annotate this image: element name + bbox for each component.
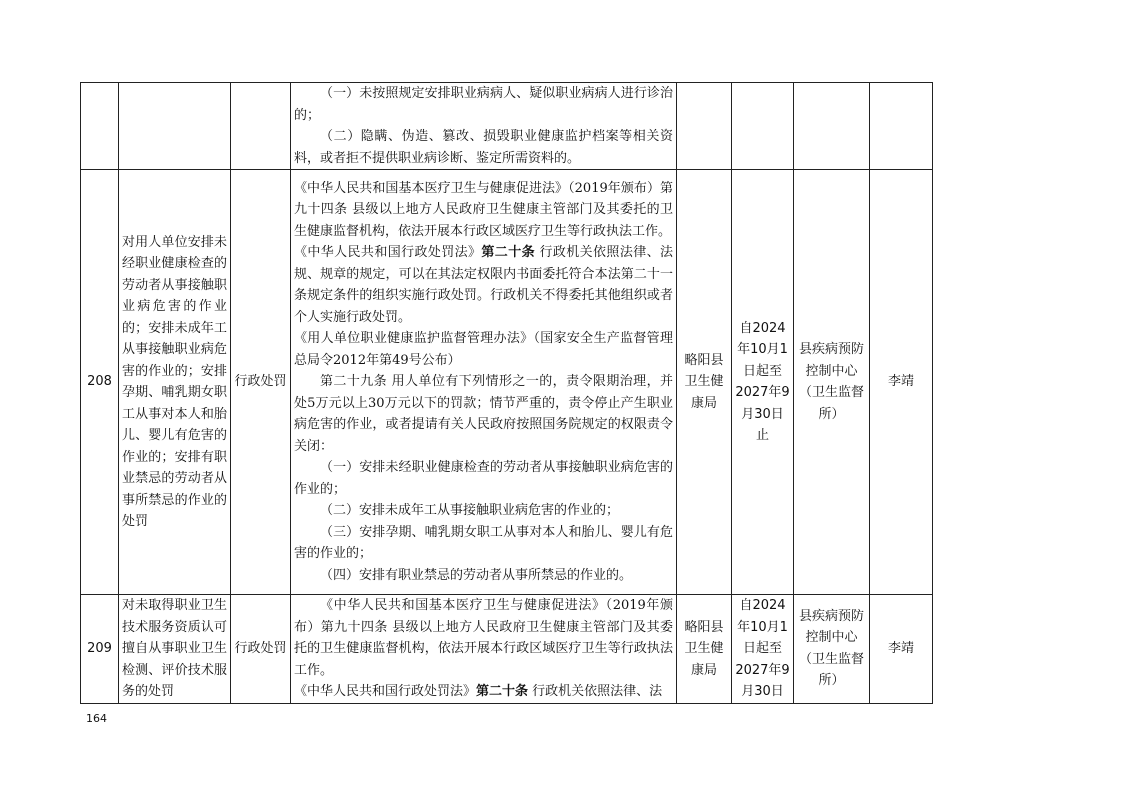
- item-cell: [119, 83, 231, 170]
- date-line: 自2024: [739, 320, 786, 336]
- authority: 略阳县卫生健康局: [677, 595, 732, 704]
- date-line: 日起至: [742, 641, 782, 656]
- date-line: 年10月1: [737, 619, 788, 635]
- item-name: 对未取得职业卫生技术服务资质认可擅自从事职业卫生检测、评价技术服务的处罚: [119, 595, 231, 704]
- person-cell: [870, 83, 933, 170]
- article-text: 行政机关依照法律、法: [528, 684, 663, 699]
- basis-cell: [291, 595, 677, 704]
- date-line: 月30日: [741, 684, 784, 699]
- row-number: 209: [81, 595, 119, 704]
- article-number: 第二十条: [481, 245, 535, 261]
- date-line: 月30日: [741, 406, 784, 422]
- basis-paragraph: 《用人单位职业健康监护监督管理办法》（国家安全生产监督管理总局令2012年第49号公布）: [294, 331, 673, 368]
- date-line: 2027年9: [735, 662, 790, 678]
- basis-paragraph: 第二十九条 用人单位有下列情形之一的，责令限期治理，并处5万元以上30万元以下的罚款；情节严重的，责令停止产生职业病危害的作业，或者提请有关人民政府按照国务院规定的权限责令关闭：: [294, 374, 673, 454]
- executing-agency: 县疾病预防控制中心（卫生监督所）: [794, 170, 870, 595]
- type-cell: [231, 83, 291, 170]
- basis-paragraph: （三）安排孕期、哺乳期女职工从事对本人和胎儿、婴儿有危害的作业的；: [294, 524, 673, 562]
- responsible-person: 李靖: [870, 170, 933, 595]
- basis-cell: [291, 83, 677, 170]
- basis-paragraph: （一）未按照规定安排职业病病人、疑似职业病病人进行诊治的；: [294, 86, 673, 123]
- basis-cell: [291, 170, 677, 595]
- basis-paragraph: [294, 681, 673, 703]
- basis-paragraph: （四）安排有职业禁忌的劳动者从事所禁忌的作业的。: [320, 567, 633, 583]
- table-row: [81, 595, 933, 704]
- basis-paragraph: （一）安排未经职业健康检查的劳动者从事接触职业病危害的作业的；: [294, 460, 673, 497]
- basis-paragraph: [294, 242, 673, 328]
- row-number: 208: [81, 170, 119, 595]
- executing-agency: 县疾病预防控制中心（卫生监督所）: [794, 595, 870, 704]
- date-line: 止: [755, 428, 769, 443]
- authority-cell: [677, 83, 732, 170]
- enforcement-table: [80, 82, 933, 704]
- validity-period: [732, 170, 794, 595]
- num-cell: [81, 83, 119, 170]
- page-number: 164: [86, 712, 107, 725]
- date-line: 年10月1: [737, 342, 788, 357]
- date-line: 2027年9: [735, 385, 790, 400]
- executor-cell: [794, 83, 870, 170]
- law-title: 《中华人民共和国行政处罚法》: [294, 684, 477, 699]
- responsible-person: 李靖: [870, 595, 933, 704]
- table-row: [81, 170, 933, 595]
- validity-period: [732, 595, 794, 704]
- date-line: 日起至: [742, 363, 782, 379]
- basis-paragraph: 《中华人民共和国基本医疗卫生与健康促进法》（2019年颁布）第九十四条 县级以上地方人民政府卫生健康主管部门及其委托的卫生健康监督机构，依法开展本行政区域医疗卫生等行政执法工作。: [294, 598, 673, 678]
- date-cell: [732, 83, 794, 170]
- action-type: 行政处罚: [231, 595, 291, 704]
- article-text: 行政机关依照法律、法规、规章的规定，可以在其法定权限内书面委托符合本法第二十一条规定条件的组织实施行政处罚。行政机关不得委托其他组织或者个人实施行政处罚。: [294, 245, 673, 325]
- article-number: 第二十条: [476, 684, 529, 699]
- date-line: 自2024: [739, 598, 786, 613]
- authority: 略阳县卫生健康局: [677, 170, 732, 595]
- item-name: 对用人单位安排未经职业健康检查的劳动者从事接触职业病危害的作业的；安排未成年工从事接触职业病危害的作业的；安排孕期、哺乳期女职工从事对本人和胎儿、婴儿有危害的作业的；安排有职业禁忌的劳动者从事所禁忌的作业的处罚: [119, 170, 231, 595]
- basis-paragraph: （二）安排未成年工从事接触职业病危害的作业的；: [320, 503, 620, 519]
- table-row-continued: [81, 83, 933, 170]
- basis-paragraph: （二）隐瞒、伪造、篡改、损毁职业健康监护档案等相关资料，或者拒不提供职业病诊断、鉴定所需资料的。: [294, 129, 673, 166]
- law-title: 《中华人民共和国行政处罚法》: [294, 245, 482, 261]
- action-type: 行政处罚: [231, 170, 291, 595]
- basis-paragraph: 《中华人民共和国基本医疗卫生与健康促进法》（2019年颁布）第九十四条 县级以上地方人民政府卫生健康主管部门及其委托的卫生健康监督机构，依法开展本行政区域医疗卫生等行政执法工作。: [294, 180, 673, 239]
